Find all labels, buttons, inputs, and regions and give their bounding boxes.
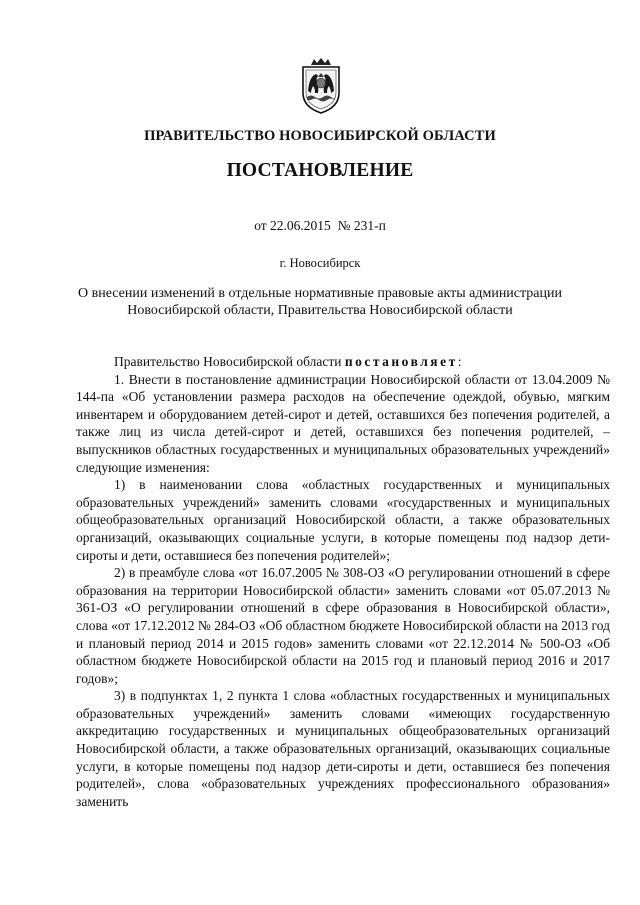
intro-prefix: Правительство Новосибирской области [114,354,342,369]
document-subject [70,285,570,319]
document-body [76,353,610,810]
document-number: № 231-п [337,218,386,233]
date-number-line [0,218,640,234]
paragraph-1-1: 1) в наименовании слова «областных государственных и муниципальных образовательных учреждений» заменить словами «государственных и муниципальных общеобразовательных организаций Новосибирской области, а также образовательных организаций, оказывающих социальные услуги, в которые помещены под надзор дети-сироты и дети, оставшиеся без попечения родителей»; [76,477,610,563]
document-type: ПОСТАНОВЛЕНИЕ [226,160,414,181]
document-city: г. Новосибирск [279,256,361,270]
paragraph-1-2: 2) в преамбуле слова «от 16.07.2005 № 308-ОЗ «О регулировании отношений в сфере образования на территории Новосибирской области» заменить словами «от 05.07.2013 № 361-ОЗ «О регулировании отношений в сфере образования в Новосибирской области», слова «от 17.12.2012 № 284-ОЗ «Об областном бюджете Новосибирской области на 2013 год и плановый период 2014 и 2015 годов» заменить словами «от 22.12.2014 № 500-ОЗ «Об областном бюджете Новосибирской области на 2015 год и плановый период 2016 и 2017 годов»; [76,565,610,686]
intro-paragraph [76,353,610,371]
document-date: от 22.06.2015 [254,218,331,233]
intro-suffix: : [457,354,462,369]
subject-line-1: О внесении изменений в отдельные нормативные правовые акты администрации [77,286,562,301]
paragraph-1: 1. Внести в постановление администрации Новосибирской области от 13.04.2009 № 144-па «Об установлении размера расходов на обеспечение одеждой, обувью, мягким инвентарем и оборудованием детей-сирот и детей, оставшихся без попечения родителей, а также лиц из числа детей-сирот и детей, оставшихся без попечения родителей, – выпускников областных государственных и муниципальных образовательных учреждений» следующие изменения: [76,371,610,475]
subject-line-2: Новосибирской области, Правительства Новосибирской области [127,303,513,318]
coat-of-arms-icon [297,57,345,115]
intro-verb: постановляет [344,354,458,369]
paragraph-1-3: 3) в подпунктах 1, 2 пункта 1 слова «областных государственных и муниципальных образовательных учреждений» заменить словами «имеющих государственную аккредитацию государственных и муниципальных общеобразовательных организаций Новосибирской области, а также образовательных организаций, оказывающих социальные услуги, в которые помещены под надзор дети-сироты и дети, оставшиеся без попечения родителей», слова «образовательных учреждениях профессионального образования» заменить [76,688,610,809]
organization-name: ПРАВИТЕЛЬСТВО НОВОСИБИРСКОЙ ОБЛАСТИ [144,128,496,144]
